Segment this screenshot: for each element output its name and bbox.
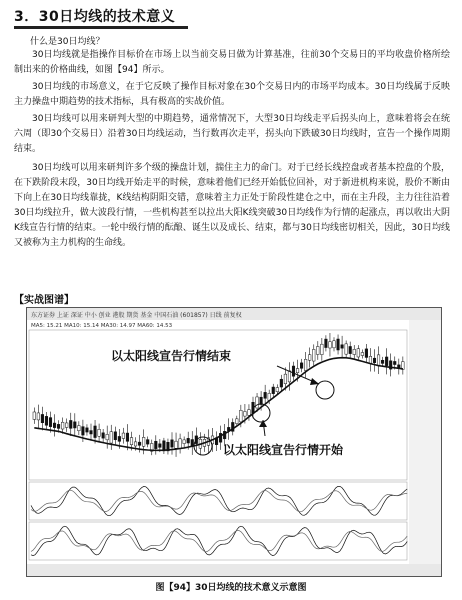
candle xyxy=(114,432,117,440)
candle xyxy=(49,418,52,427)
candle xyxy=(33,412,36,419)
candle xyxy=(393,361,396,364)
candle xyxy=(284,374,287,384)
candle xyxy=(106,434,109,439)
chart-toolbar-text: 东方证券 上证 深证 中小 创业 港股 期货 基金 中国石油 (601857) 日线 前复权 xyxy=(31,312,242,319)
candle xyxy=(236,419,239,424)
candle xyxy=(175,441,178,448)
candle xyxy=(365,349,368,358)
candle xyxy=(142,437,145,446)
candle xyxy=(187,438,190,443)
candle xyxy=(244,411,247,416)
chart-statusbar xyxy=(27,564,441,576)
indicator-line xyxy=(31,490,407,512)
candle xyxy=(349,346,352,353)
candle xyxy=(300,363,303,368)
figure-caption: 图【94】30日均线的技术意义示意图 xyxy=(155,583,307,593)
candle xyxy=(126,433,129,441)
candle xyxy=(37,413,40,420)
stock-chart-svg xyxy=(27,308,441,576)
candle xyxy=(272,387,275,394)
ma30-line xyxy=(34,358,403,451)
candle xyxy=(381,360,384,363)
chart-section-heading: 【实战图谱】 xyxy=(14,295,74,306)
candle xyxy=(292,366,295,376)
indicator-panel-1 xyxy=(29,482,407,520)
candle xyxy=(171,440,174,447)
annotation-start: 以太阳线宣告行情开始 xyxy=(223,443,344,457)
candle xyxy=(341,345,344,348)
candle xyxy=(86,428,89,432)
price-axis xyxy=(409,320,441,576)
candle xyxy=(118,436,121,441)
candle xyxy=(329,342,332,348)
candle xyxy=(122,433,125,438)
candle xyxy=(385,357,388,366)
candle xyxy=(361,353,364,356)
candle xyxy=(296,369,299,373)
candle xyxy=(179,439,182,448)
candle xyxy=(248,410,251,416)
candle xyxy=(183,440,186,444)
candle xyxy=(74,422,77,428)
candle xyxy=(260,397,263,404)
candle xyxy=(321,344,324,354)
annotation-end: 以太阳线宣告行情结束 xyxy=(111,349,232,363)
question-heading: 什么是30日均线？ xyxy=(30,37,105,47)
candle xyxy=(159,444,162,448)
candle xyxy=(130,438,133,445)
candle xyxy=(102,433,105,438)
candle xyxy=(276,388,279,392)
candle xyxy=(304,359,307,370)
candle xyxy=(308,355,311,360)
candle xyxy=(94,426,97,438)
candle xyxy=(78,426,81,431)
candle xyxy=(312,349,315,361)
candle xyxy=(41,414,44,422)
candle xyxy=(264,392,267,398)
candle xyxy=(82,427,85,435)
candle xyxy=(288,371,291,382)
candle xyxy=(45,416,48,425)
candle xyxy=(333,341,336,348)
ma-readout: MA5: 15.21 MA10: 15.14 MA30: 14.97 MA60: 14.53 xyxy=(31,323,173,329)
candle xyxy=(69,420,72,428)
candle xyxy=(345,344,348,354)
candle xyxy=(146,440,149,445)
candle xyxy=(155,441,158,448)
candle xyxy=(53,423,56,428)
title-underline xyxy=(14,26,188,29)
candle xyxy=(65,423,68,428)
candle xyxy=(280,379,283,387)
candle xyxy=(256,397,259,408)
section-title: 3．30日均线的技术意义 xyxy=(14,9,176,25)
candle xyxy=(110,432,113,443)
candle xyxy=(134,442,137,446)
candle xyxy=(373,358,376,363)
candle xyxy=(57,424,60,428)
candle xyxy=(357,349,360,357)
paragraph: 30日均线可以用来研判大型的中期趋势，通常情况下，大型30日均线走平后拐头向上，意味着将会在统六周（即30个交易日）沿着30日均线运动，当行数再次走平，拐头向下跌破30日均线时，宣告一个操作周期结束。 xyxy=(14,114,450,154)
candle xyxy=(90,431,93,434)
candle xyxy=(61,422,64,429)
candle xyxy=(317,346,320,354)
candle xyxy=(240,410,243,422)
arrow-head xyxy=(310,378,319,385)
candle xyxy=(369,356,372,363)
candle xyxy=(98,429,101,436)
paragraph: 30日均线就是指操作目标价在市场上以当前交易日做为计算基准，往前30个交易日的平均收盘价格所绘制出来的价格曲线，如图【94】所示。 xyxy=(14,50,450,75)
candle xyxy=(138,442,141,445)
paragraph: 30日均线的市场意义，在于它反映了操作目标对象在30个交易日内的市场平均成本。30日均线属于反映主力操盘中期趋势的技术指标，具有极高的实战价值。 xyxy=(14,82,450,107)
paragraph: 30日均线可以用来研判许多个级的操盘计划，揣住主力的命门。对于已经长线控盘或者基本控盘的个股，在下跌阶段末段，30日均线开始走平的时候，意味着他们已经开始低位回补，对于新进机构来说，股价不断由下向上在30日均线靠拢，K线结构阴阳交错，意味着主力正处于阶段性建仓之中，而在主升段，主力往往沿着30日均线拉升，做大波段行情，一些机构甚至以拉出大阳K线突破30日均线作为行情的起涨点，再以收出大阴K线宣告行情的结束。一轮中级行情的酝酿、诞生以及成长、结束，都与30日均线密切相关，因此，30日均线又被称为主力机构的生命线。 xyxy=(14,163,450,248)
candle xyxy=(353,349,356,354)
candle xyxy=(337,339,340,350)
candle xyxy=(325,339,328,347)
candle xyxy=(377,355,380,366)
stock-chart-figure xyxy=(26,307,442,577)
indicator-line xyxy=(31,531,407,552)
indicator-line xyxy=(31,486,407,515)
